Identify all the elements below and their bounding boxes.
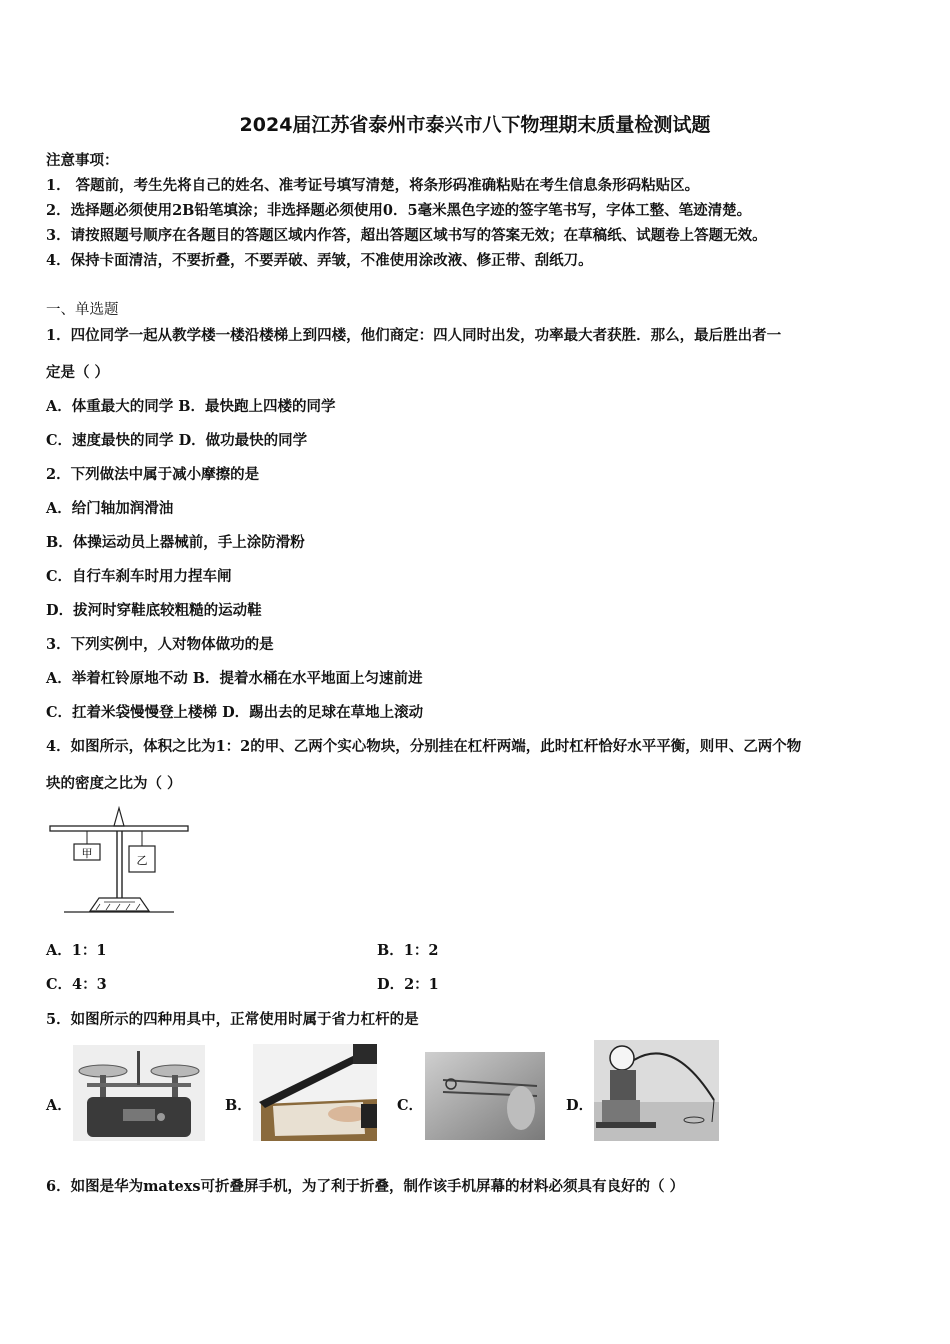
q2-option-d: D．拔河时穿鞋底较粗糙的运动鞋 <box>46 602 262 619</box>
q2-stem: 2．下列做法中属于减小摩擦的是 <box>46 466 260 483</box>
notice-item-2: 2．选择题必须使用2B铅笔填涂；非选择题必须使用0．5毫米黑色字迹的签字笔书写，字体工整、笔迹清楚。 <box>46 202 752 219</box>
q5-label-a: A． <box>46 1097 72 1114</box>
notice-item-4: 4．保持卡面清洁，不要折叠，不要弄破、弄皱，不准使用涂改液、修正带、刮纸刀。 <box>46 252 593 269</box>
q1-stem-line1: 1．四位同学一起从教学楼一楼沿楼梯上到四楼，他们商定：四人同时出发，功率最大者获胜．那么，最后胜出者一 <box>46 327 782 344</box>
block-yi-label: 乙 <box>136 854 148 867</box>
q4-stem-line2: 块的密度之比为（ ） <box>46 775 182 792</box>
chopsticks-image <box>425 1052 545 1140</box>
q3-options-row2: C．扛着米袋慢慢登上楼梯 D．踢出去的足球在草地上滚动 <box>46 704 424 721</box>
block-jia-label: 甲 <box>81 847 93 860</box>
q4-option-d: D．2：1 <box>377 976 439 993</box>
q4-option-c: C．4：3 <box>46 976 107 993</box>
paper-cutter-image <box>253 1044 377 1141</box>
q2-option-b: B．体操运动员上器械前，手上涂防滑粉 <box>46 534 305 551</box>
q2-option-c: C．自行车刹车时用力捏车闸 <box>46 568 232 585</box>
q2-option-a: A．给门轴加润滑油 <box>46 500 174 517</box>
q4-option-b: B．1：2 <box>377 942 439 959</box>
balance-scale-image <box>73 1045 205 1141</box>
q1-stem-line2: 定是（ ） <box>46 364 110 381</box>
fishing-cartoon-image <box>594 1040 719 1141</box>
q3-stem: 3．下列实例中，人对物体做功的是 <box>46 636 274 653</box>
q4-option-a: A．1：1 <box>46 942 107 959</box>
notice-item-1: 1． 答题前，考生先将自己的姓名、准考证号填写清楚，将条形码准确粘贴在考生信息条形码粘贴区。 <box>46 177 700 194</box>
q1-options-row1: A．体重最大的同学 B．最快跑上四楼的同学 <box>46 398 336 415</box>
page-title: 2024届江苏省泰州市泰兴市八下物理期末质量检测试题 <box>239 114 711 136</box>
q6-stem: 6．如图是华为matexs可折叠屏手机，为了利于折叠，制作该手机屏幕的材料必须具有良好的（ ） <box>46 1178 685 1195</box>
lever-diagram <box>44 806 194 921</box>
q5-label-c: C． <box>397 1097 424 1114</box>
section-heading: 一、单选题 <box>46 302 119 318</box>
notice-item-3: 3．请按照题号顺序在各题目的答题区域内作答，超出答题区域书写的答案无效；在草稿纸、试题卷上答题无效。 <box>46 227 767 244</box>
notice-heading: 注意事项： <box>46 152 119 169</box>
q5-stem: 5．如图所示的四种用具中，正常使用时属于省力杠杆的是 <box>46 1011 419 1028</box>
q4-stem-line1: 4．如图所示，体积之比为1：2的甲、乙两个实心物块，分别挂在杠杆两端，此时杠杆恰好水平平衡，则甲、乙两个物 <box>46 738 802 755</box>
q5-label-d: D． <box>566 1097 594 1114</box>
q5-label-b: B． <box>225 1097 252 1114</box>
q3-options-row1: A．举着杠铃原地不动 B．提着水桶在水平地面上匀速前进 <box>46 670 423 687</box>
q1-options-row2: C．速度最快的同学 D．做功最快的同学 <box>46 432 308 449</box>
